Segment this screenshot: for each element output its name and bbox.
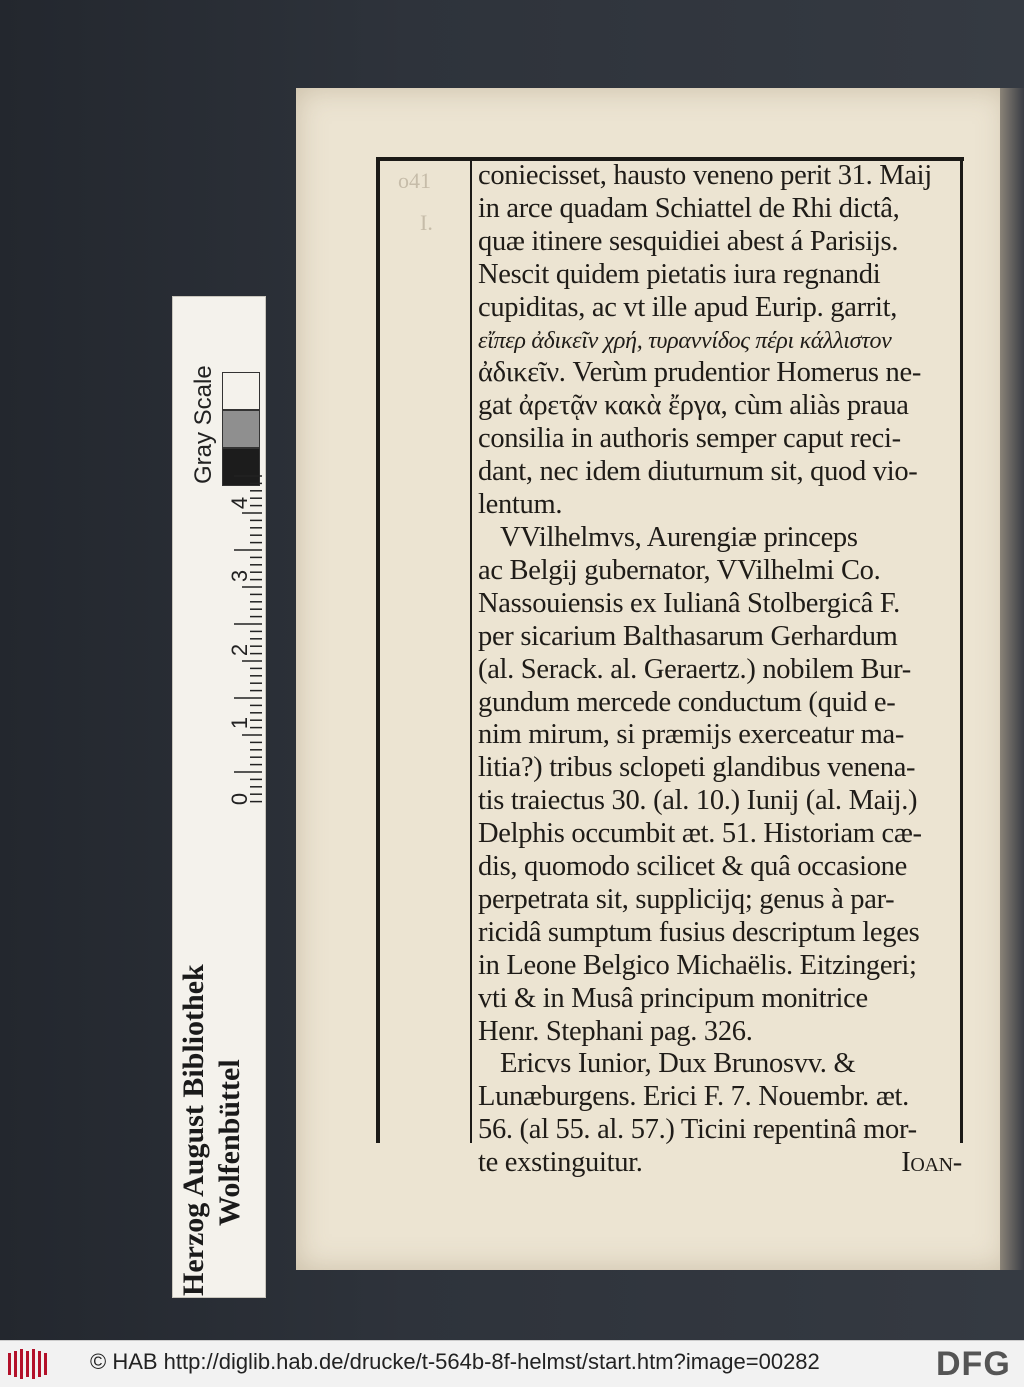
show-through-text: o41 (398, 168, 431, 193)
text-line: ἀδικεῖν. Verùm prudentior Homerus ne- (478, 357, 922, 389)
text-line: Henr. Stephani pag. 326. (478, 1015, 753, 1047)
text-line: cupiditas, ac vt ille apud Eurip. garrit, (478, 291, 898, 323)
text-line: per sicarium Balthasarum Gerhardum (478, 620, 898, 652)
paragraph-start: Ericvs Iunior, Dux Brunosvv. & (500, 1048, 856, 1080)
text-line: in arce quadam Schiattel de Rhi dictâ, (478, 192, 900, 224)
last-line-row (478, 1147, 962, 1180)
text-line: consilia in authoris semper caput reci- (478, 423, 901, 455)
paragraph-start: VVilhelmvs, Aurengiæ princeps (500, 521, 858, 553)
show-through-text: I. (420, 210, 433, 235)
text-line: nim mirum, si præmijs exerceatur ma- (478, 719, 905, 751)
hab-logo-icon (8, 1349, 48, 1379)
text-line: gundum mercede conductum (quid e- (478, 686, 896, 718)
text-line: gat ἀρετᾷν κακὰ ἔργα, cùm aliàs praua (478, 390, 909, 422)
text-line: Nescit quidem pietatis iura regnandi (478, 258, 881, 290)
text-line: vti & in Musâ principum monitrice (478, 982, 868, 1014)
text-line: 56. (al 55. al. 57.) Ticini repentinâ mor- (478, 1114, 917, 1146)
greek-line: εἴπερ ἀδικεῖν χρή, τυραννίδος πέρι κάλλιστον (478, 327, 892, 354)
library-label (176, 796, 248, 1296)
frame-left-rule (376, 157, 380, 1143)
ruler-number: 0 (227, 792, 253, 806)
text-line: ricidâ sumptum fusius descriptum leges (478, 916, 920, 948)
viewer-footer (0, 1340, 1024, 1387)
text-line: Delphis occumbit æt. 51. Historiam cæ- (478, 818, 922, 850)
dfg-logo: DFG (936, 1345, 1011, 1383)
text-line: in Leone Belgico Michaëlis. Eitzingeri; (478, 949, 917, 981)
text-line: dant, nec idem diuturnum sit, quod vio- (478, 456, 918, 488)
white-swatch (222, 372, 260, 410)
library-name: Herzog August Bibliothek (177, 964, 210, 1296)
text-line: Nassouiensis ex Iulianâ Stolbergicâ F. (478, 587, 900, 619)
ruler-number: 2 (227, 643, 253, 657)
text-line: quæ itinere sesquidiei abest á Parisijs. (478, 225, 899, 257)
page-text (478, 160, 962, 1180)
text-line: Lunæburgens. Erici F. 7. Nouembr. æt. (478, 1081, 909, 1113)
gray-scale-label: Gray Scale (190, 365, 217, 484)
source-link[interactable]: © HAB http://diglib.hab.de/drucke/t-564b-8f-helmst/start.htm?image=00282 (90, 1349, 820, 1374)
text-line: te exstinguitur. (478, 1147, 643, 1179)
ruler-number: 3 (227, 569, 253, 583)
ruler-number: 4 (227, 496, 253, 510)
text-line: tis traiectus 30. (al. 10.) Iunij (al. Maij.) (478, 785, 918, 817)
text-line: ac Belgij gubernator, VVilhelmi Co. (478, 554, 881, 586)
library-city: Wolfenbüttel (213, 1059, 246, 1226)
gray-swatch (222, 410, 260, 448)
text-line: dis, quomodo scilicet & quâ occasione (478, 851, 907, 883)
ruler-number: 1 (227, 716, 253, 730)
text-line: litia?) tribus sclopeti glandibus venena- (478, 752, 916, 784)
text-line: (al. Serack. al. Geraertz.) nobilem Bur- (478, 653, 911, 685)
page-edge (1000, 88, 1024, 1270)
text-line: lentum. (478, 489, 563, 521)
text-line: perpetrata sit, supplicijq; genus à par- (478, 883, 895, 915)
text-line: coniecisset, hausto veneno perit 31. Maij (478, 160, 932, 191)
frame-margin-rule (470, 157, 472, 1143)
catchword: Ioan- (901, 1147, 962, 1179)
